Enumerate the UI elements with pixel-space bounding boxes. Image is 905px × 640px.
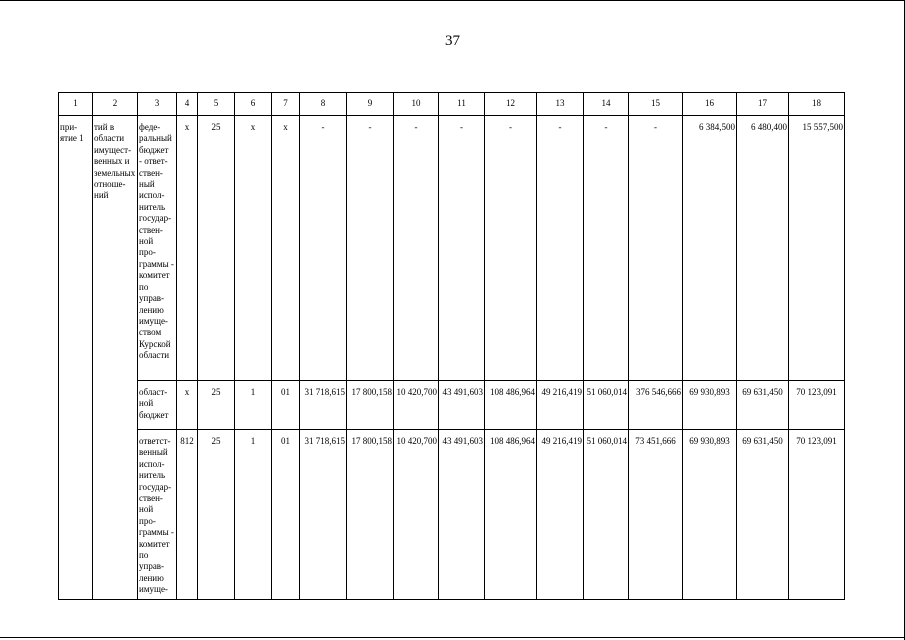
column-header: 10 [394, 93, 439, 116]
table-cell: 43 491,603 [439, 381, 485, 430]
measure-name-cell: при- ятие 1 [59, 116, 93, 600]
table-cell: - [394, 116, 439, 381]
table-cell: 376 546,666 [629, 381, 683, 430]
table-cell: - [584, 116, 629, 381]
table-cell: 6 384,500 [683, 116, 737, 381]
table-cell: 10 420,700 [394, 430, 439, 600]
table-cell: 70 123,091 [789, 381, 845, 430]
column-header: 3 [138, 93, 177, 116]
column-header: 2 [93, 93, 138, 116]
table-cell: 17 800,158 [347, 430, 394, 600]
table-cell: 812 [177, 430, 198, 600]
column-header: 14 [584, 93, 629, 116]
table-cell: 1 [235, 381, 272, 430]
column-header: 4 [177, 93, 198, 116]
budget-table [58, 92, 845, 600]
table-cell: 25 [198, 116, 235, 381]
table-cell: x [235, 116, 272, 381]
column-header: 12 [485, 93, 537, 116]
table-cell: 69 631,450 [737, 381, 789, 430]
table-cell: 10 420,700 [394, 381, 439, 430]
table-cell: 49 216,419 [537, 381, 584, 430]
table-cell: - [537, 116, 584, 381]
table-cell: 73 451,666 [629, 430, 683, 600]
table-cell: - [439, 116, 485, 381]
table-row [59, 430, 845, 600]
column-header: 9 [347, 93, 394, 116]
column-header: 8 [300, 93, 347, 116]
table-cell: x [177, 381, 198, 430]
table-header-row [59, 93, 845, 116]
table-cell: 25 [198, 381, 235, 430]
column-header: 7 [272, 93, 300, 116]
table-cell: - [347, 116, 394, 381]
column-header: 17 [737, 93, 789, 116]
table-cell: - [300, 116, 347, 381]
column-header: 13 [537, 93, 584, 116]
table-cell: 25 [198, 430, 235, 600]
table-cell: 108 486,964 [485, 430, 537, 600]
table-cell: 69 631,450 [737, 430, 789, 600]
column-header: 18 [789, 93, 845, 116]
table-cell: 70 123,091 [789, 430, 845, 600]
table-cell: 51 060,014 [584, 381, 629, 430]
table-cell: 51 060,014 [584, 430, 629, 600]
table-cell: 43 491,603 [439, 430, 485, 600]
column-header: 11 [439, 93, 485, 116]
table-cell: 01 [272, 430, 300, 600]
table-cell: 31 718,615 [300, 381, 347, 430]
column-header: 1 [59, 93, 93, 116]
column-header: 6 [235, 93, 272, 116]
table-cell: 108 486,964 [485, 381, 537, 430]
table-cell: 69 930,893 [683, 430, 737, 600]
table-cell: 6 480,400 [737, 116, 789, 381]
funding-source-cell: област- ной бюджет [138, 381, 177, 430]
table-row [59, 381, 845, 430]
table-cell: 17 800,158 [347, 381, 394, 430]
table-cell: 69 930,893 [683, 381, 737, 430]
table-cell: 01 [272, 381, 300, 430]
table-cell: 15 557,500 [789, 116, 845, 381]
funding-source-cell: феде- ральный бюджет - ответ- ствен- ный испол- нитель государ- ствен- ной про- граммы - комитет по управ- лению имуще- ством Курской области [138, 116, 177, 381]
column-header: 15 [629, 93, 683, 116]
table-row [59, 116, 845, 381]
page-border-bottom [0, 637, 905, 638]
table-cell: 31 718,615 [300, 430, 347, 600]
table-cell: 49 216,419 [537, 430, 584, 600]
table-cell: - [629, 116, 683, 381]
column-header: 16 [683, 93, 737, 116]
page-number: 37 [445, 33, 460, 49]
table-cell: x [177, 116, 198, 381]
table-cell: 1 [235, 430, 272, 600]
measure-area-cell: тий в области имущест- венных и земельных отноше- ний [93, 116, 138, 600]
column-header: 5 [198, 93, 235, 116]
table-cell: x [272, 116, 300, 381]
table-cell: - [485, 116, 537, 381]
funding-source-cell: ответст- венный испол- нитель государ- ствен- ной про- граммы - комитет по управ- лению имуще- [138, 430, 177, 600]
page-border-top [0, 0, 905, 1]
